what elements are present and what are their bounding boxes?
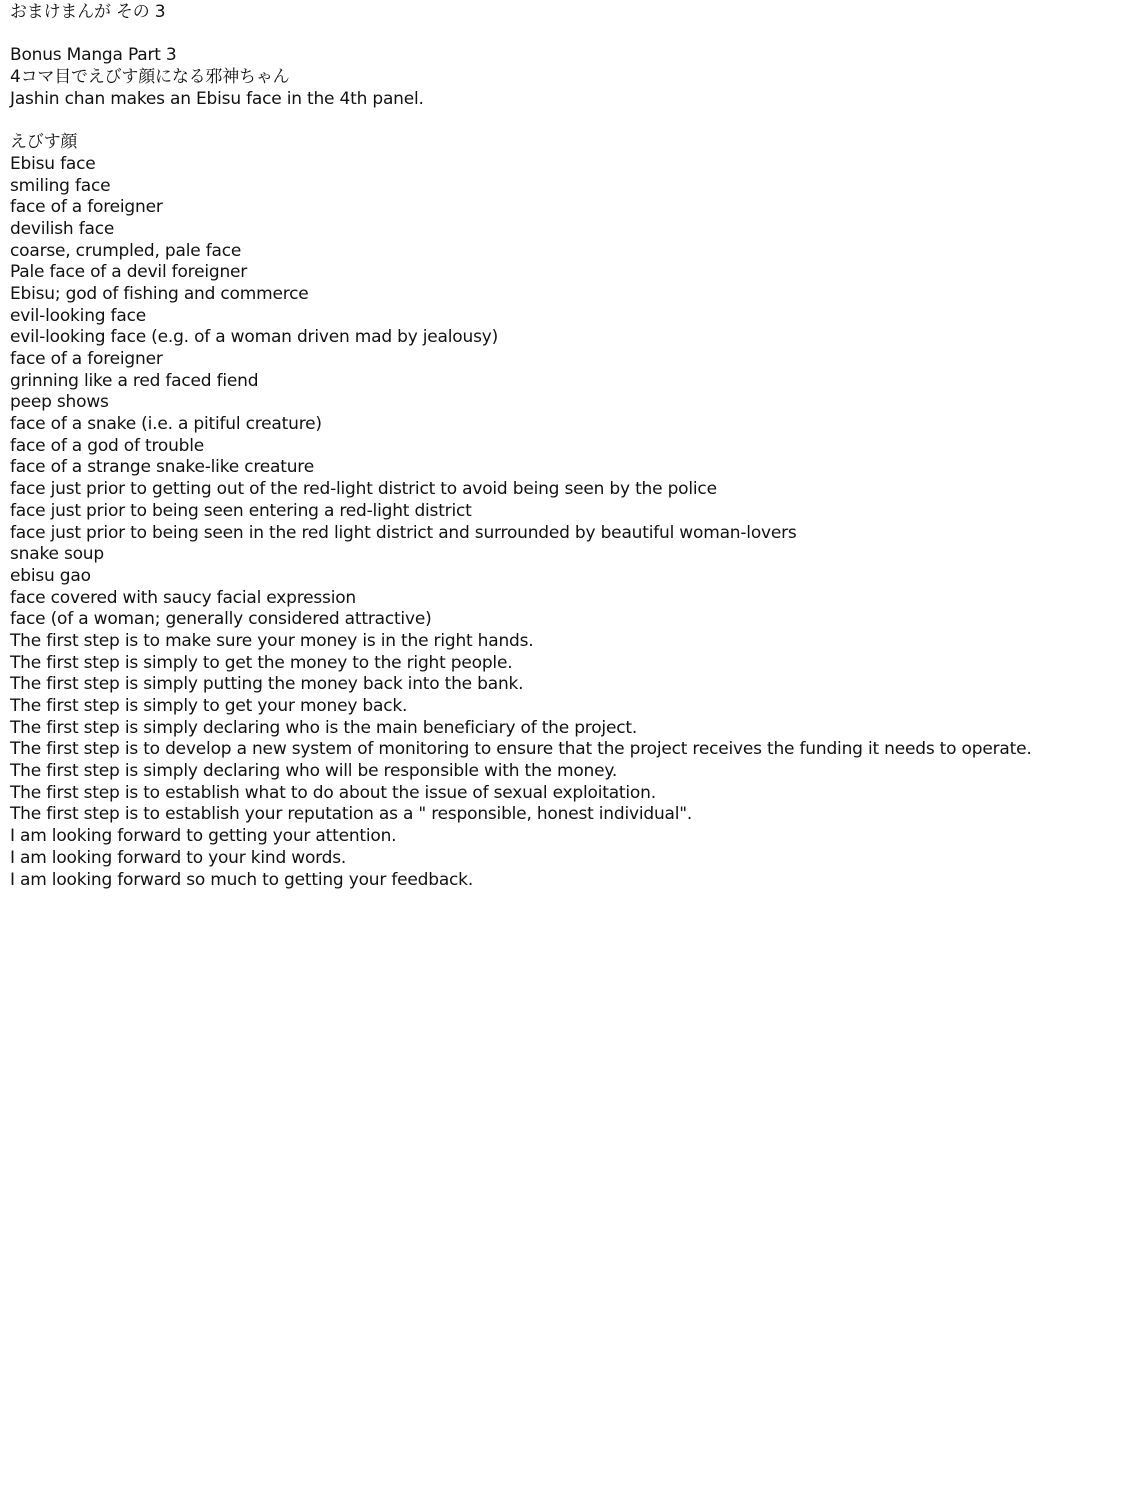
glossary-line: peep shows <box>10 392 109 413</box>
glossary-line: face of a god of trouble <box>10 435 205 456</box>
glossary-line: face of a foreigner <box>10 197 163 218</box>
glossary-line: The first step is simply to get your money back. <box>10 696 408 716</box>
glossary-line: Pale face of a devil foreigner <box>10 262 248 283</box>
glossary-line: The first step is simply putting the money back into the bank. <box>10 674 524 695</box>
glossary-line: devilish face <box>10 218 115 239</box>
glossary-line: face of a strange snake-like creature <box>10 457 314 478</box>
glossary-line: The first step is to establish what to do about the issue of sexual exploitation. <box>10 782 656 803</box>
spacer <box>10 24 1115 46</box>
glossary-line: face just prior to getting out of the red-light district to avoid being seen by the police <box>10 479 717 500</box>
spacer <box>10 110 1115 132</box>
glossary-line: The first step is simply declaring who is the main beneficiary of the project. <box>10 717 638 738</box>
glossary-list <box>10 154 1115 891</box>
glossary-line: The first step is to make sure your money is in the right hands. <box>10 630 534 651</box>
glossary-line: The first step is to develop a new system of monitoring to ensure that the project receives the funding it needs to operate. <box>10 739 1032 760</box>
jp-subtitle: 4コマ目でえびす顔になる邪神ちゃん <box>10 67 290 88</box>
glossary-line: coarse, crumpled, pale face <box>10 240 242 261</box>
glossary-line: Ebisu; god of fishing and commerce <box>10 283 309 304</box>
glossary-line: face just prior to being seen in the red light district and surrounded by beautiful woman-lovers <box>10 522 797 543</box>
en-subtitle: Jashin chan makes an Ebisu face in the 4th panel. <box>10 88 424 109</box>
glossary-line: smiling face <box>10 175 111 196</box>
glossary-line: I am looking forward to your kind words. <box>10 847 347 868</box>
glossary-line: The first step is simply to get the money to the right people. <box>10 652 513 673</box>
glossary-line: evil-looking face <box>10 305 146 326</box>
glossary-line: face covered with saucy facial expression <box>10 587 356 608</box>
glossary-line: ebisu gao <box>10 565 91 586</box>
en-title: Bonus Manga Part 3 <box>10 45 177 66</box>
glossary-line: face of a foreigner <box>10 349 163 369</box>
glossary-line: I am looking forward so much to getting your feedback. <box>10 869 474 890</box>
glossary-line: Ebisu face <box>10 153 96 174</box>
glossary-line: face just prior to being seen entering a red-light district <box>10 500 472 521</box>
glossary-line: evil-looking face (e.g. of a woman driven mad by jealousy) <box>10 327 499 348</box>
glossary-line: face of a snake (i.e. a pitiful creature) <box>10 414 322 435</box>
glossary-line: The first step is simply declaring who will be responsible with the money. <box>10 761 618 782</box>
glossary-line: I am looking forward to getting your attention. <box>10 826 397 847</box>
jp-term: えびす顔 <box>10 132 78 153</box>
glossary-line: The first step is to establish your reputation as a " responsible, honest individual". <box>10 804 693 825</box>
jp-title: おまけまんが その 3 <box>10 2 166 22</box>
glossary-line: face (of a woman; generally considered attractive) <box>10 609 432 630</box>
glossary-line: snake soup <box>10 544 104 565</box>
document-page <box>10 2 1115 891</box>
glossary-line: grinning like a red faced fiend <box>10 370 259 391</box>
